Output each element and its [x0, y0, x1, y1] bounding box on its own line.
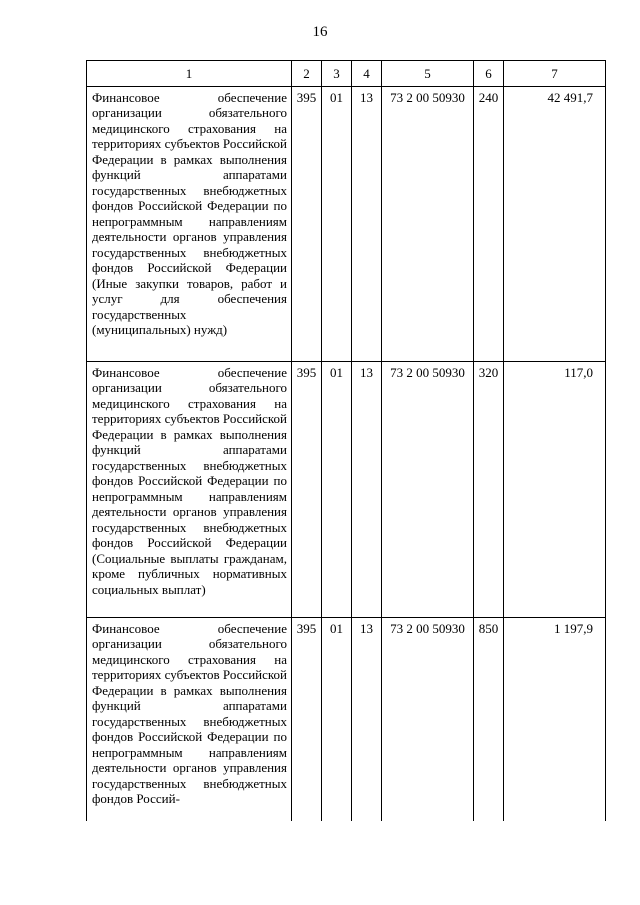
- column-header-1: 1: [87, 61, 292, 87]
- row-description: Финансовое обеспечение организации обязательного медицинского страхования на территориях субъектов Российской Федерации в рамках выполнения функций аппаратами государственных внебюджетных фондов Российской Федерации по непрограммным направлениям деятельности органов управления государственных внебюджетных фондов Российской Федерации (Социальные выплаты гражданам, кроме публичных нормативных социальных выплат): [87, 362, 292, 618]
- cell-col-5: 73 2 00 50930: [382, 362, 474, 618]
- column-header-2: 2: [292, 61, 322, 87]
- column-header-6: 6: [474, 61, 504, 87]
- row-description: Финансовое обеспечение организации обязательного медицинского страхования на территориях субъектов Российской Федерации в рамках выполнения функций аппаратами государственных внебюджетных фондов Российской Федерации по непрограммным направлениям деятельности органов управления государственных внебюджетных фондов Россий-: [87, 618, 292, 822]
- cell-col-4: 13: [352, 618, 382, 822]
- budget-table: [86, 60, 606, 821]
- cell-col-3: 01: [322, 618, 352, 822]
- cell-col-4: 13: [352, 362, 382, 618]
- cell-col-5: 73 2 00 50930: [382, 618, 474, 822]
- cell-col-6: 240: [474, 87, 504, 362]
- cell-col-2: 395: [292, 618, 322, 822]
- cell-col-3: 01: [322, 87, 352, 362]
- cell-col-3: 01: [322, 362, 352, 618]
- cell-col-7: 117,0: [504, 362, 606, 618]
- table-row: [87, 618, 606, 822]
- cell-col-5: 73 2 00 50930: [382, 87, 474, 362]
- column-header-3: 3: [322, 61, 352, 87]
- column-header-4: 4: [352, 61, 382, 87]
- row-description: Финансовое обеспечение организации обязательного медицинского страхования на территориях субъектов Российской Федерации в рамках выполнения функций аппаратами государственных внебюджетных фондов Российской Федерации по непрограммным направлениям деятельности органов управления государственных внебюджетных фондов Российской Федерации (Иные закупки товаров, работ и услуг для обеспечения государственных (муниципальных) нужд): [87, 87, 292, 362]
- column-header-7: 7: [504, 61, 606, 87]
- table-row: [87, 362, 606, 618]
- cell-col-7: 42 491,7: [504, 87, 606, 362]
- cell-col-7: 1 197,9: [504, 618, 606, 822]
- page-number: 16: [312, 24, 328, 40]
- column-header-5: 5: [382, 61, 474, 87]
- cell-col-6: 320: [474, 362, 504, 618]
- cell-col-2: 395: [292, 362, 322, 618]
- header-row: [87, 61, 606, 87]
- cell-col-4: 13: [352, 87, 382, 362]
- table-row: [87, 87, 606, 362]
- cell-col-2: 395: [292, 87, 322, 362]
- cell-col-6: 850: [474, 618, 504, 822]
